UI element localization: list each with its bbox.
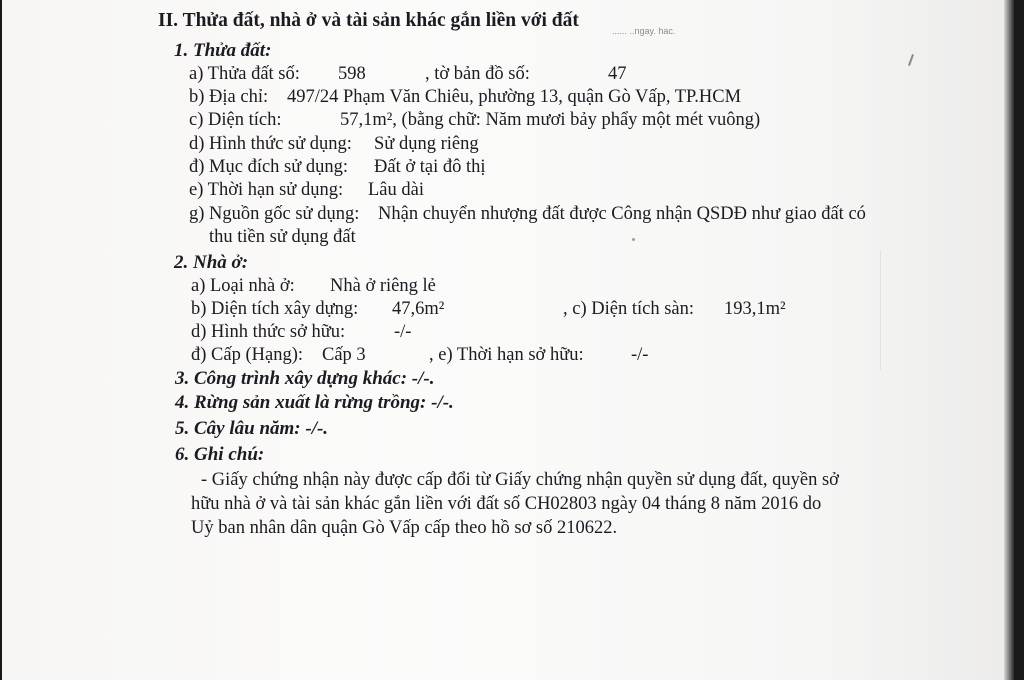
house-building-area-value: 47,6m² bbox=[392, 299, 445, 319]
other-constructions-line: 3. Công trình xây dựng khác: -/-. bbox=[175, 368, 435, 389]
land-address-value: 497/24 Phạm Văn Chiêu, phường 13, quận Gò Vấp, TP.HCM bbox=[287, 87, 742, 107]
scan-mark bbox=[908, 54, 914, 66]
land-parcel-number-value: 598 bbox=[338, 64, 366, 84]
scan-dot bbox=[632, 238, 635, 241]
notes-line-1: - Giấy chứng nhận này được cấp đổi từ Giấy chứng nhận quyền sử dụng đất, quyền sở bbox=[201, 470, 839, 490]
notes-line-2: hữu nhà ở và tài sản khác gắn liền với đất số CH02803 ngày 04 tháng 8 năm 2016 do bbox=[191, 494, 822, 514]
land-use-purpose-label: đ) Mục đích sử dụng: bbox=[189, 157, 349, 177]
notes-heading: 6. Ghi chú: bbox=[175, 444, 265, 465]
land-heading: 1. Thửa đất: bbox=[174, 40, 272, 61]
document-page bbox=[2, 0, 1014, 680]
house-type-label: a) Loại nhà ở: bbox=[191, 276, 295, 296]
house-ownership-form-label: d) Hình thức sở hữu: bbox=[191, 322, 346, 342]
land-use-term-value: Lâu dài bbox=[368, 180, 424, 200]
house-floor-area-value: 193,1m² bbox=[724, 299, 786, 319]
land-use-origin-value-cont: thu tiền sử dụng đất bbox=[209, 227, 356, 247]
land-map-sheet-value: 47 bbox=[608, 64, 627, 84]
house-ownership-term-label: , e) Thời hạn sở hữu: bbox=[429, 345, 584, 365]
page-shadow-edge bbox=[1004, 0, 1014, 680]
house-ownership-form-value: -/- bbox=[394, 322, 412, 342]
house-ownership-term-value: -/- bbox=[631, 345, 649, 365]
section-title: II. Thửa đất, nhà ở và tài sản khác gắn liền với đất bbox=[158, 10, 579, 31]
land-area-label: c) Diện tích: bbox=[189, 110, 282, 130]
land-address-label: b) Địa chỉ: bbox=[189, 87, 269, 107]
land-use-form-value: Sử dụng riêng bbox=[374, 134, 479, 154]
house-grade-value: Cấp 3 bbox=[322, 345, 366, 365]
land-use-term-label: e) Thời hạn sử dụng: bbox=[189, 180, 344, 200]
house-floor-area-label: , c) Diện tích sàn: bbox=[563, 299, 694, 319]
crease-line bbox=[880, 250, 881, 370]
land-area-value: 57,1m², (bằng chữ: Năm mươi bảy phẩy một mét vuông) bbox=[340, 110, 761, 130]
land-use-origin-value: Nhận chuyển nhượng đất được Công nhận QSDĐ như giao đất có bbox=[378, 204, 866, 224]
land-parcel-number-label: a) Thửa đất số: bbox=[189, 64, 300, 84]
land-use-origin-label: g) Nguồn gốc sử dụng: bbox=[189, 204, 360, 224]
perennial-trees-line: 5. Cây lâu năm: -/-. bbox=[175, 418, 329, 439]
production-forest-line: 4. Rừng sản xuất là rừng trồng: -/-. bbox=[175, 392, 454, 413]
house-building-area-label: b) Diện tích xây dựng: bbox=[191, 299, 359, 319]
house-grade-label: đ) Cấp (Hạng): bbox=[191, 345, 303, 365]
house-heading: 2. Nhà ở: bbox=[174, 252, 249, 273]
land-use-form-label: d) Hình thức sử dụng: bbox=[189, 134, 352, 154]
faint-stamp-text: ...... ..ngay. hac. bbox=[612, 26, 676, 36]
land-map-sheet-label: , tờ bản đồ số: bbox=[425, 64, 530, 84]
house-type-value: Nhà ở riêng lẻ bbox=[330, 276, 436, 296]
notes-line-3: Uỷ ban nhân dân quận Gò Vấp cấp theo hồ sơ số 210622. bbox=[191, 518, 618, 538]
land-use-purpose-value: Đất ở tại đô thị bbox=[374, 157, 486, 177]
